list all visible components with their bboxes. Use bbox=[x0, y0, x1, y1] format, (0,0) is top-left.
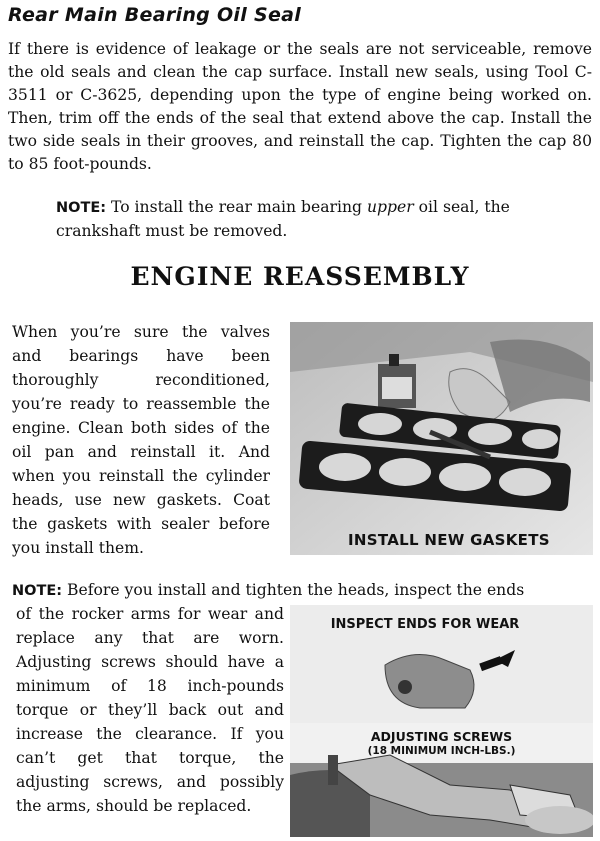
paragraph-reassembly: When you’re sure the valves and bearings have been thoroughly reconditioned, you’re ready to reassemble the engine. Clean both sides of the oil pan and reinstall it. And when you reinstall the cylinder heads, use new gaskets. Coat the gaskets with sealer before you install them. bbox=[12, 323, 270, 557]
rocker-arm-illustration bbox=[290, 605, 593, 837]
photo-caption-gaskets: INSTALL NEW GASKETS bbox=[348, 531, 550, 549]
photo-caption-inspect: INSPECT ENDS FOR WEAR bbox=[330, 617, 520, 632]
caption-adjusting-title: ADJUSTING SCREWS bbox=[370, 729, 513, 744]
note-upper-seal bbox=[56, 196, 556, 243]
note2-label: NOTE: bbox=[12, 583, 63, 599]
photo-caption-adjusting-screws bbox=[290, 730, 593, 758]
note-label: NOTE: bbox=[56, 200, 107, 216]
note-text-before: To install the rear main bearing bbox=[106, 198, 367, 216]
paragraph-rear-seal: If there is evidence of leakage or the seals are not serviceable, remove the old seals and clean the cap surface. Install new seals, using Tool C-3511 or C-3625, depending upon the type of engine being worked on. Then, trim off the ends of the seal that extend above the cap. Install the two side seals in their grooves, and reinstall the cap. Tighten the cap 80 to 85 foot-pounds. bbox=[8, 40, 592, 173]
section-title-rear-main-bearing: Rear Main Bearing Oil Seal bbox=[8, 4, 302, 26]
note-rocker-first-line bbox=[12, 578, 597, 603]
gasket-photo bbox=[290, 322, 593, 555]
caption-adjusting-sub: (18 MINIMUM INCH-LBS.) bbox=[367, 745, 516, 757]
rocker-arm-photo bbox=[290, 605, 593, 837]
gasket-illustration bbox=[290, 322, 593, 555]
note-emphasis: upper bbox=[366, 198, 414, 216]
note-text-after: oil seal, the crankshaft must be removed. bbox=[56, 198, 510, 240]
note2-first-line: Before you install and tighten the heads, inspect the ends bbox=[62, 581, 525, 599]
section-title-engine-reassembly: ENGINE REASSEMBLY bbox=[130, 262, 470, 291]
paragraph-rocker-arms: of the rocker arms for wear and replace any that are worn. Adjusting screws should have a minimum of 18 inch-pounds torque or they’ll back out and increase the clearance. If you can’t get that torque, the adjusting screws, and possibly the arms, should be replaced. bbox=[16, 605, 284, 815]
